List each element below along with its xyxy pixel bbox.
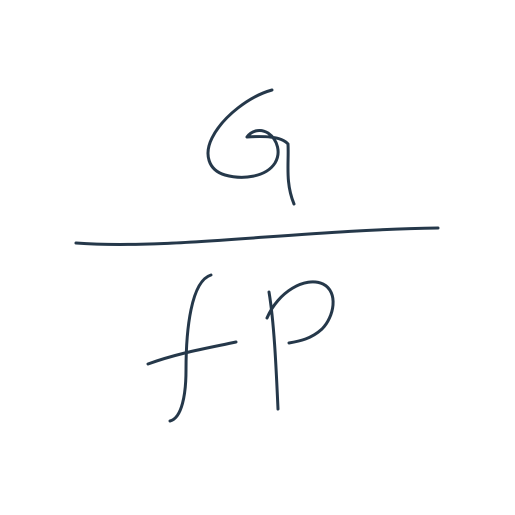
numerator-letter-g [208, 90, 294, 204]
denominator-letter-f-crossbar [148, 342, 236, 364]
ink-group [76, 90, 438, 421]
fraction-bar [76, 228, 438, 244]
denominator-letter-p-bowl [267, 282, 333, 343]
